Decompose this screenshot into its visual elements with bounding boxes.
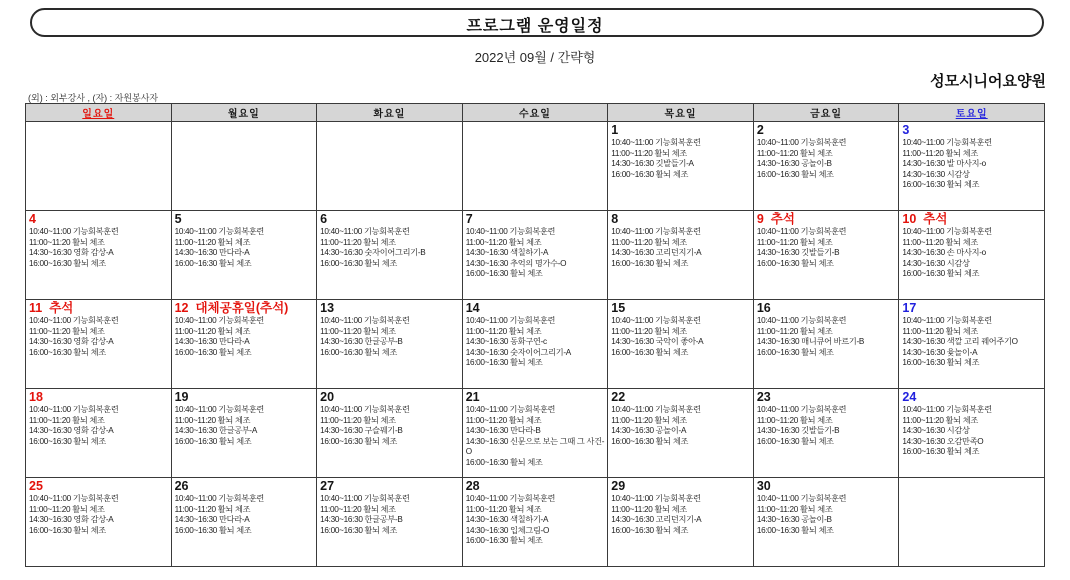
schedule-entry: 14:30~16:30 영화 감상-A [29, 515, 114, 525]
day-cell-3 [899, 122, 1045, 211]
day-number-line [320, 479, 459, 494]
schedule-entry: 11:00~11:20 활뇌 체조 [611, 237, 687, 247]
schedule-entry: 14:30~16:30 동화구연-c [465, 337, 547, 347]
schedule-entry: 10:40~11:00 기능회복훈련 [320, 494, 410, 503]
schedule-entry: 14:30~16:30 한글공부-A [174, 426, 258, 436]
schedule-entry: 10:40~11:00 기능회복훈련 [756, 405, 847, 414]
schedule-entry: 14:30~16:30 만다라-A [174, 337, 250, 347]
schedule-entry: 16:00~16:30 활뇌 체조 [29, 347, 106, 357]
holiday-label: 대체공휴일(추석) [195, 301, 289, 315]
schedule-entry: 16:00~16:30 활뇌 체조 [174, 347, 252, 357]
schedule-entry: 16:00~16:30 활뇌 체조 [611, 525, 689, 535]
day-cell-26 [171, 478, 317, 567]
schedule-entry: 10:40~11:00 기능회복훈련 [29, 227, 119, 236]
day-cell-4 [26, 211, 172, 300]
day-cell-29 [608, 478, 754, 567]
schedule-entry: 10:40~11:00 기능회복훈련 [465, 316, 556, 325]
schedule-entry: 11:00~11:20 활뇌 체조 [174, 415, 251, 425]
schedule-entry: 16:00~16:30 활뇌 체조 [29, 436, 106, 446]
day-number: 10 [902, 212, 917, 226]
day-cell-16 [753, 300, 899, 389]
schedule-entry: 16:00~16:30 활뇌 체조 [465, 536, 543, 546]
schedule-entry: 11:00~11:20 활뇌 체조 [174, 237, 251, 247]
day-number: 16 [756, 301, 771, 315]
day-number-line [902, 212, 1041, 227]
schedule-entry: 16:00~16:30 활뇌 체조 [29, 258, 106, 268]
abbreviation-legend: (외) : 외부강사 , (자) : 자원봉사자 [28, 93, 159, 103]
schedule-entry: 16:00~16:30 활뇌 체조 [902, 269, 980, 279]
schedule-entry: 16:00~16:30 활뇌 체조 [320, 258, 397, 268]
day-cell-24 [899, 389, 1045, 478]
day-cell-28 [462, 478, 608, 567]
schedule-entry: 10:40~11:00 기능회복훈련 [320, 405, 410, 414]
schedule-entry: 14:30~16:30 추억의 명가수-O [465, 258, 567, 268]
calendar-week-row [26, 478, 1045, 567]
day-number: 27 [320, 479, 335, 493]
schedule-entry: 16:00~16:30 활뇌 체조 [756, 525, 834, 535]
day-number: 29 [611, 479, 626, 493]
weekday-header-금요일 [753, 104, 899, 122]
schedule-entry: 10:40~11:00 기능회복훈련 [611, 494, 701, 503]
schedule-entry: 16:00~16:30 활뇌 체조 [174, 436, 252, 446]
schedule-entry: 11:00~11:20 활뇌 체조 [174, 326, 251, 336]
day-number-line [611, 123, 750, 138]
schedule-entry: 11:00~11:20 활뇌 체조 [902, 237, 979, 247]
day-cell-10 [899, 211, 1045, 300]
schedule-entry: 16:00~16:30 활뇌 체조 [902, 358, 980, 368]
weekday-header-일요일 [26, 104, 172, 122]
month-subtitle: 2022년 09월 / 간략형 [474, 50, 596, 65]
schedule-entry: 14:30~16:30 신문으로 보는 그때 그 사건-O [465, 436, 605, 457]
day-cell-14 [462, 300, 608, 389]
holiday-label: 추석 [770, 212, 795, 226]
weekday-header-월요일 [171, 104, 317, 122]
day-number: 8 [611, 212, 619, 226]
calendar-week-row [26, 211, 1045, 300]
calendar-week-row [26, 300, 1045, 389]
schedule-entry: 14:30~16:30 입체그림-O [465, 525, 550, 535]
schedule-entry: 14:30~16:30 시감상 [902, 169, 970, 179]
schedule-entry: 10:40~11:00 기능회복훈련 [756, 316, 847, 325]
weekday-label: 목요일 [664, 109, 697, 120]
day-number: 7 [465, 212, 473, 226]
weekday-label: 금요일 [810, 109, 843, 120]
schedule-entry: 10:40~11:00 기능회복훈련 [611, 316, 701, 325]
schedule-entry: 16:00~16:30 활뇌 체조 [756, 347, 834, 357]
day-number: 20 [320, 390, 335, 404]
schedule-entry: 14:30~16:30 숫자이어그리기-B [320, 248, 426, 258]
schedule-entry: 14:30~16:30 윷놀이-A [902, 347, 978, 357]
schedule-entry: 11:00~11:20 활뇌 체조 [465, 504, 542, 514]
day-cell-empty [26, 122, 172, 211]
schedule-entry: 11:00~11:20 활뇌 체조 [611, 415, 687, 425]
day-number: 28 [465, 479, 480, 493]
calendar-table [25, 103, 1045, 567]
calendar-week-row [26, 122, 1045, 211]
day-cell-12 [171, 300, 317, 389]
day-cell-empty [317, 122, 463, 211]
schedule-entry: 10:40~11:00 기능회복훈련 [611, 138, 701, 147]
day-number-line [320, 301, 459, 316]
schedule-entry: 16:00~16:30 활뇌 체조 [320, 436, 397, 446]
day-cell-9 [753, 211, 899, 300]
weekday-label: 토요일 [955, 109, 988, 120]
schedule-entry: 14:30~16:30 매니큐어 바르기-B [756, 337, 865, 347]
day-number-line [611, 301, 750, 316]
schedule-entry: 16:00~16:30 활뇌 체조 [611, 169, 689, 179]
day-number: 30 [756, 479, 771, 493]
schedule-entry: 14:30~16:30 고리던지기-A [611, 515, 702, 525]
day-number-line [29, 212, 168, 227]
day-number-line [611, 390, 750, 405]
schedule-entry: 16:00~16:30 활뇌 체조 [902, 180, 980, 190]
schedule-entry: 16:00~16:30 활뇌 체조 [465, 269, 543, 279]
schedule-entry: 14:30~16:30 깃발들기-A [611, 159, 694, 169]
weekday-label: 월요일 [227, 109, 260, 120]
schedule-entry: 10:40~11:00 기능회복훈련 [465, 494, 556, 503]
schedule-entry: 11:00~11:20 활뇌 체조 [465, 415, 542, 425]
day-number-line [320, 212, 459, 227]
schedule-entry: 16:00~16:30 활뇌 체조 [756, 258, 834, 268]
day-number-line [757, 301, 896, 316]
day-number: 11 [29, 301, 43, 315]
day-number-line [466, 390, 605, 405]
day-number-line [757, 212, 896, 227]
day-number-line [29, 390, 168, 405]
schedule-entry: 14:30~16:30 오감만족O [902, 436, 984, 446]
day-cell-20 [317, 389, 463, 478]
day-cell-empty [462, 122, 608, 211]
schedule-entry: 14:30~16:30 영화 감상-A [29, 248, 114, 258]
schedule-entry: 11:00~11:20 활뇌 체조 [611, 504, 687, 514]
schedule-entry: 10:40~11:00 기능회복훈련 [902, 316, 992, 325]
day-number-line [175, 479, 314, 494]
schedule-entry: 11:00~11:20 활뇌 체조 [320, 504, 396, 514]
schedule-entry: 10:40~11:00 기능회복훈련 [902, 405, 992, 414]
schedule-entry: 10:40~11:00 기능회복훈련 [465, 405, 556, 414]
day-number: 12 [174, 301, 189, 315]
day-cell-27 [317, 478, 463, 567]
schedule-entry: 10:40~11:00 기능회복훈련 [174, 494, 265, 503]
day-number: 6 [320, 212, 328, 226]
schedule-entry: 10:40~11:00 기능회복훈련 [902, 227, 992, 236]
day-cell-empty [899, 478, 1045, 567]
schedule-entry: 14:30~16:30 공놀이-B [756, 159, 832, 169]
weekday-label: 일요일 [82, 109, 115, 120]
schedule-entry: 11:00~11:20 활뇌 체조 [465, 326, 542, 336]
schedule-entry: 14:30~16:30 깃발들기-B [756, 426, 840, 436]
holiday-label: 추석 [49, 301, 74, 315]
schedule-entry: 11:00~11:20 활뇌 체조 [756, 326, 833, 336]
day-number: 22 [611, 390, 626, 404]
schedule-entry: 10:40~11:00 기능회복훈련 [320, 227, 410, 236]
schedule-entry: 11:00~11:20 활뇌 체조 [902, 148, 979, 158]
holiday-label: 추석 [923, 212, 948, 226]
day-number-line [466, 301, 605, 316]
day-number-line [466, 212, 605, 227]
schedule-entry: 16:00~16:30 활뇌 체조 [465, 358, 543, 368]
schedule-entry: 14:30~16:30 색칠하기-A [465, 515, 549, 525]
schedule-entry: 10:40~11:00 기능회복훈련 [611, 405, 701, 414]
weekday-header-화요일 [317, 104, 463, 122]
schedule-entry: 11:00~11:20 활뇌 체조 [902, 415, 979, 425]
day-cell-2 [753, 122, 899, 211]
schedule-entry: 14:30~16:30 고리던지기-A [611, 248, 702, 258]
page-title: 프로그램 운영일정 [466, 18, 604, 35]
day-number-line [29, 301, 168, 316]
calendar-weekday-header [26, 104, 1045, 122]
schedule-entry: 14:30~16:30 한글공부-B [320, 515, 403, 525]
schedule-entry: 16:00~16:30 활뇌 체조 [174, 525, 252, 535]
schedule-entry: 11:00~11:20 활뇌 체조 [756, 504, 833, 514]
schedule-entry: 14:30~16:30 시감상 [902, 258, 970, 268]
day-number: 9 [756, 212, 764, 226]
day-number: 3 [902, 123, 910, 137]
day-number: 13 [320, 301, 335, 315]
day-number-line [29, 479, 168, 494]
day-cell-7 [462, 211, 608, 300]
day-number-line [175, 390, 314, 405]
day-number-line [902, 390, 1041, 405]
schedule-entry: 10:40~11:00 기능회복훈련 [756, 227, 847, 236]
day-cell-25 [26, 478, 172, 567]
day-number-line [757, 479, 896, 494]
schedule-entry: 11:00~11:20 활뇌 체조 [611, 148, 687, 158]
schedule-entry: 14:30~16:30 색칠하기-A [465, 248, 549, 258]
weekday-label: 화요일 [373, 109, 406, 120]
day-number: 2 [756, 123, 764, 137]
schedule-entry: 10:40~11:00 기능회복훈련 [174, 227, 265, 236]
schedule-entry: 16:00~16:30 활뇌 체조 [611, 436, 689, 446]
schedule-entry: 16:00~16:30 활뇌 체조 [320, 525, 397, 535]
day-cell-23 [753, 389, 899, 478]
day-number: 4 [29, 212, 36, 226]
schedule-entry: 14:30~16:30 만다라-A [174, 248, 250, 258]
day-cell-17 [899, 300, 1045, 389]
day-number: 25 [29, 479, 43, 493]
day-number: 15 [611, 301, 626, 315]
schedule-entry: 10:40~11:00 기능회복훈련 [174, 316, 265, 325]
schedule-entry: 16:00~16:30 활뇌 체조 [611, 347, 689, 357]
schedule-entry: 10:40~11:00 기능회복훈련 [29, 494, 119, 503]
schedule-entry: 16:00~16:30 활뇌 체조 [465, 457, 543, 467]
schedule-entry: 14:30~16:30 깃발들기-B [756, 248, 840, 258]
schedule-entry: 10:40~11:00 기능회복훈련 [902, 138, 992, 147]
schedule-entry: 14:30~16:30 한글공부-B [320, 337, 403, 347]
weekday-header-수요일 [462, 104, 608, 122]
schedule-entry: 10:40~11:00 기능회복훈련 [29, 405, 119, 414]
schedule-entry: 11:00~11:20 활뇌 체조 [756, 237, 833, 247]
schedule-entry: 16:00~16:30 활뇌 체조 [320, 347, 397, 357]
schedule-entry: 11:00~11:20 활뇌 체조 [756, 148, 833, 158]
schedule-entry: 14:30~16:30 색깔 고리 꿰어주기O [902, 337, 1018, 347]
day-number: 24 [902, 390, 917, 404]
schedule-entry: 14:30~16:30 만다라-A [174, 515, 250, 525]
schedule-entry: 14:30~16:30 영화 감상-A [29, 337, 114, 347]
day-number-line [611, 212, 750, 227]
day-number-line [175, 301, 314, 316]
schedule-entry: 14:30~16:30 손 마사지-o [902, 248, 986, 258]
day-cell-21 [462, 389, 608, 478]
day-number: 26 [174, 479, 189, 493]
weekday-header-토요일 [899, 104, 1045, 122]
day-cell-8 [608, 211, 754, 300]
day-cell-6 [317, 211, 463, 300]
day-cell-22 [608, 389, 754, 478]
day-number: 14 [465, 301, 480, 315]
schedule-entry: 14:30~16:30 시감상 [902, 426, 970, 436]
day-number-line [902, 123, 1041, 138]
schedule-entry: 11:00~11:20 활뇌 체조 [29, 326, 105, 336]
schedule-entry: 16:00~16:30 활뇌 체조 [174, 258, 252, 268]
schedule-entry: 14:30~16:30 구슬꿰기-B [320, 426, 403, 436]
schedule-entry: 11:00~11:20 활뇌 체조 [320, 326, 396, 336]
day-number-line [757, 390, 896, 405]
schedule-entry: 14:30~16:30 국악이 좋아-A [611, 337, 704, 347]
schedule-entry: 11:00~11:20 활뇌 체조 [611, 326, 687, 336]
schedule-entry: 10:40~11:00 기능회복훈련 [756, 494, 847, 503]
day-number-line [175, 212, 314, 227]
schedule-entry: 10:40~11:00 기능회복훈련 [29, 316, 119, 325]
schedule-entry: 10:40~11:00 기능회복훈련 [756, 138, 847, 147]
schedule-entry: 11:00~11:20 활뇌 체조 [29, 237, 105, 247]
day-number: 1 [611, 123, 619, 137]
schedule-entry: 14:30~16:30 숫자이어그리기-A [465, 347, 571, 357]
schedule-entry: 11:00~11:20 활뇌 체조 [29, 415, 105, 425]
day-number: 21 [465, 390, 480, 404]
day-number: 17 [902, 301, 917, 315]
day-number: 23 [756, 390, 771, 404]
facility-name: 성모시니어요양원 [930, 73, 1046, 90]
schedule-entry: 16:00~16:30 활뇌 체조 [756, 169, 834, 179]
day-number: 19 [174, 390, 189, 404]
schedule-entry: 16:00~16:30 활뇌 체조 [902, 447, 980, 457]
weekday-header-목요일 [608, 104, 754, 122]
day-cell-11 [26, 300, 172, 389]
schedule-entry: 16:00~16:30 활뇌 체조 [29, 525, 106, 535]
schedule-entry: 14:30~16:30 만다라-B [465, 426, 541, 436]
day-number-line [611, 479, 750, 494]
schedule-entry: 11:00~11:20 활뇌 체조 [902, 326, 979, 336]
schedule-entry: 11:00~11:20 활뇌 체조 [465, 237, 542, 247]
schedule-entry: 14:30~16:30 공놀이-A [611, 426, 687, 436]
day-number-line [902, 301, 1041, 316]
schedule-entry: 16:00~16:30 활뇌 체조 [756, 436, 834, 446]
schedule-entry: 11:00~11:20 활뇌 체조 [29, 504, 105, 514]
day-cell-15 [608, 300, 754, 389]
schedule-entry: 10:40~11:00 기능회복훈련 [611, 227, 701, 236]
schedule-entry: 14:30~16:30 공놀이-B [756, 515, 832, 525]
day-cell-30 [753, 478, 899, 567]
day-cell-1 [608, 122, 754, 211]
schedule-entry: 14:30~16:30 발 마사지-o [902, 159, 986, 169]
day-cell-19 [171, 389, 317, 478]
schedule-entry: 11:00~11:20 활뇌 체조 [320, 237, 396, 247]
day-number-line [757, 123, 896, 138]
weekday-label: 수요일 [518, 109, 551, 120]
schedule-entry: 10:40~11:00 기능회복훈련 [320, 316, 410, 325]
calendar-week-row [26, 389, 1045, 478]
schedule-entry: 14:30~16:30 영화 감상-A [29, 426, 114, 436]
schedule-entry: 10:40~11:00 기능회복훈련 [174, 405, 265, 414]
day-number-line [320, 390, 459, 405]
schedule-entry: 11:00~11:20 활뇌 체조 [756, 415, 833, 425]
day-cell-13 [317, 300, 463, 389]
schedule-entry: 11:00~11:20 활뇌 체조 [320, 415, 396, 425]
day-number: 18 [29, 390, 43, 404]
day-cell-18 [26, 389, 172, 478]
schedule-entry: 16:00~16:30 활뇌 체조 [611, 258, 689, 268]
day-cell-empty [171, 122, 317, 211]
day-number-line [466, 479, 605, 494]
schedule-entry: 11:00~11:20 활뇌 체조 [174, 504, 251, 514]
schedule-entry: 10:40~11:00 기능회복훈련 [465, 227, 556, 236]
day-number: 5 [174, 212, 182, 226]
day-cell-5 [171, 211, 317, 300]
